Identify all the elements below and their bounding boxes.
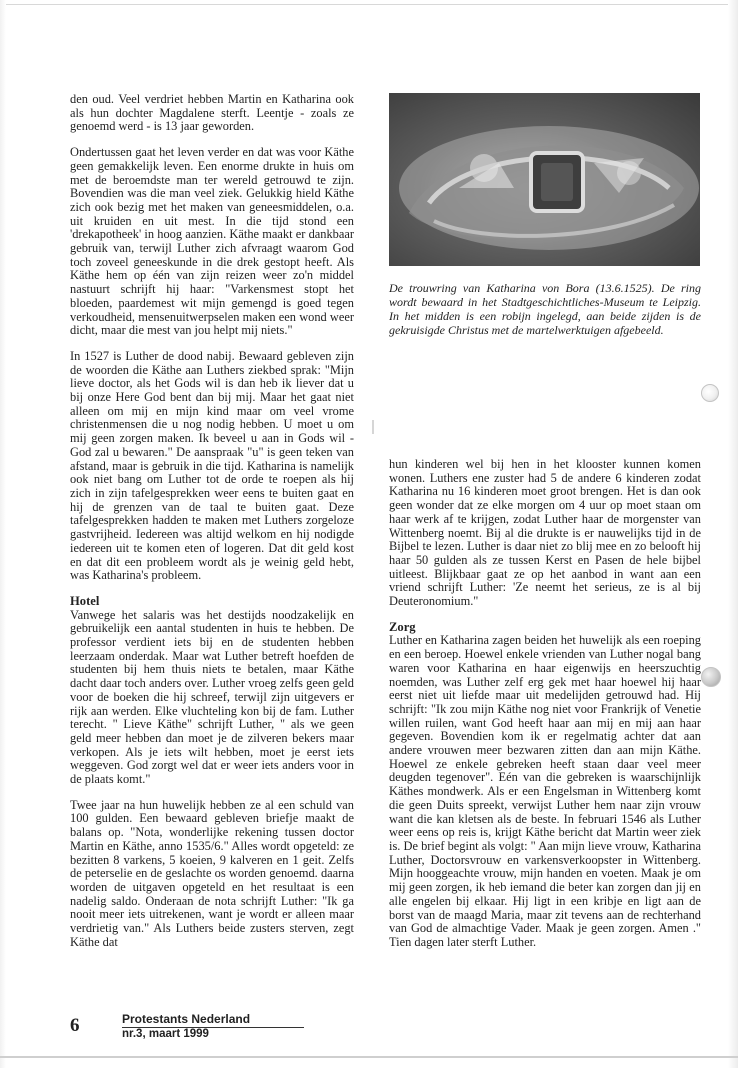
punch-hole xyxy=(701,667,721,687)
section-heading-hotel: Hotel xyxy=(70,593,100,608)
issue-info: nr.3, maart 1999 xyxy=(122,1028,209,1040)
paragraph: den oud. Veel verdriet hebben Martin en Katharina ook als hun dochter Magdalene sterft. Leentje - zoals ze genoemd werd - is 13 jaar geworden. xyxy=(70,92,354,134)
page-number: 6 xyxy=(70,1015,80,1036)
publication-title: Protestants Nederland xyxy=(122,1012,304,1028)
right-column xyxy=(389,458,701,962)
paragraph: Twee jaar na hun huwelijk hebben ze al een schuld van 100 gulden. Een bewaard gebleven briefje maakt de balans op. "Nota, wonderlijke rekening tussen doctor Martin en Käthe, anno 1535/6." Alles wordt opgeteld: ze bezitten 8 varkens, 5 koeien, 9 kalveren en 1 geit. Zelfs de peterselie en de geslachte os worden genoemd. daarna worden de uitgaven opgeteld en het resultaat is een nadelig saldo. Onderaan de nota schrijft Luther: "Ik ga nooit meer iets uitrekenen, want je wordt er alleen maar verdrietig van." Als Luthers beide zusters sterven, zegt Käthe dat xyxy=(70,797,354,949)
left-column xyxy=(70,93,354,961)
page-edge-bottom xyxy=(0,1056,738,1058)
punch-hole xyxy=(701,384,719,402)
wedding-ring-photo xyxy=(389,93,700,266)
paragraph: hun kinderen wel bij hen in het klooster kunnen komen wonen. Luthers ene zuster had 5 de andere 6 kinderen zodat Katharina nu 16 kinderen moet groot brengen. Het is dan ook geen wonder dat ze elke morgen om 4 uur op moet staan om haar werk af te krijgen, zodat Luther haar de morgenster van Wittenberg noemt. Bij al die drukte is er nauwelijks tijd in de Bijbel te lezen. Luther is daar niet zo blij mee en zo belooft hij haar 50 gulden als ze tussen Kerst en Pasen de hele bijbel uitleest. Blijkbaar gaat ze op het aanbod in want aan een vriend schrijft Luther: 'Ze neemt het serieus, ze is al bij Deuteronomium." xyxy=(389,457,701,609)
paragraph: In 1527 is Luther de dood nabij. Bewaard gebleven zijn de woorden die Käthe aan Luthers ziekbed sprak: "Mijn lieve doctor, als het Gods wil is dan heb ik liever dat u bij onze Here God bent dan bij mij. Maar het gaat niet alleen om mij en mijn kind maar om veel vrome christenmensen die u nog nodig hebben. U moet u om mij geen zorgen maken. Ik beveel u aan in Gods wil - God zal u bewaren." De aanspraak "u" is geen teken van afstand, maar is gebruik in die tijd. Katharina is namelijk ook niet bang om Luther tot de orde te roepen als hij zich in zijn tafelgesprekken weer eens te buiten gaat en hij de grenzen van de taal te buiten gaat. Deze tafelgesprekken hadden te maken met Luthers zorgeloze gastvrijheid. Iedereen was altijd welkom en hij nodigde iedereen uit te komen eten of logeren. Dat dit geld kost en dat dit een probleem wordt als je weinig geld hebt, was Katharina's probleem. xyxy=(70,348,354,583)
photo-caption: De trouwring van Katharina von Bora (13.6.1525). De ring wordt bewaard in het Stadtgeschichtliches-Museum te Leipzig. In het midden is een robijn ingelegd, aan beide zijden is de gekruisigde Christus met de martelwerktuigen afgebeeld. xyxy=(389,281,701,337)
section-heading-zorg: Zorg xyxy=(389,619,416,634)
page-edge-top xyxy=(0,4,738,5)
paragraph: Luther en Katharina zagen beiden het huwelijk als een roeping en een beroep. Hoewel enkele vrienden van Luther nogal bang waren voor Katharina en haar eigenwijs en heerszuchtig noemden, was Luther zelf erg gek met haar hoewel hij haar eerst niet uit liefde maar uit medelijden getrouwd had. Hij schrijft: "Ik zou mijn Käthe nog niet voor Frankrijk of Venetie willen ruilen, want God heeft haar aan mij en mij aan haar gegeven. Bovendien kom ik er regelmatig achter dat aan andere vrouwen meer bezwaren zitten dan aan mijn Käthe. Hoewel ze enkele gebreken heeft staan daar veel meer deugden tegenover". Eén van die gebreken is waarschijnlijk Käthes mondwerk. Als er een Engelsman in Wittenberg komt die geen Duits spreekt, verwijst Luther hem naar zijn vrouw want die kan kletsen als de beste. In februari 1546 als Luther weer eens op reis is, krijgt Käthe bericht dat Martin weer ziek is. De brief begint als volgt: " Aan mijn lieve vrouw, Katharina Luther, Doctorsvrouw en varkensverkoopster in Wittenberg. Mijn hooggeachte vrouw, mijn handen en voeten. Maak je om mij geen zorgen, ik heb iemand die beter kan zorgen dan jij en alle engelen bij elkaar. Hij ligt in een kribje en ligt aan de borst van de maagd Maria, maar zit tevens aan de rechterhand van God de almachtige Vader. Maak je geen zorgen. Amen ." Tien dagen later sterft Luther. xyxy=(389,633,701,949)
scan-shade-right xyxy=(728,0,738,1068)
paragraph: Ondertussen gaat het leven verder en dat was voor Käthe geen gemakkelijk leven. Een enorme drukte in huis om met de beroemdste man ter wereld getrouwd te zijn. Bovendien was die man veel ziek. Gelukkig hield Käthe zich ook bezig met het maken van geneesmiddelen, o.a. uit kruiden en uit mest. In die tijd stond een 'drekapotheek' in hoog aanzien. Käthe maakt er dankbaar gebruik van, terwijl Luther zich afvraagt waarom God toch zoveel geneeskunde in die drek gestopt heeft. Als Käthe hem op één van zijn reizen weer zo'n middel nastuurt schrijft hij haar: "Varkensmest stopt het bloeden, paardemest wit mijn gemengd is goed tegen verkoudheid, mensenuitwerpselen maken een wond weer dicht, maar die mest van jou helpt mij niets." xyxy=(70,145,354,338)
scan-speck xyxy=(372,420,374,434)
ring-illustration xyxy=(389,93,700,266)
paragraph: Vanwege het salaris was het destijds noodzakelijk en gebruikelijk een aantal studenten in huis te hebben. De professor verdient iets bij en de studenten hebben leerzaam onderdak. Maar wat Luther betreft hoefden de studenten bij hem thuis niets te betalen, maar Käthe dacht daar toch anders over. Luther vroeg zelfs geen geld voor de boeken die hij schreef, terwijl zijn uitgevers er rijk aan werden. Elke vluchteling kon bij de fam. Luther terecht. " Lieve Käthe" schrijft Luther, " als we geen geld meer hebben dan moet je de zilveren bekers maar verkopen. Als je iets wilt hebben, moet je eerst iets weggeven. God zorgt wel dat er weer iets anders voor in de plaats komt." xyxy=(70,607,354,787)
scan-shade-left xyxy=(0,0,6,1068)
